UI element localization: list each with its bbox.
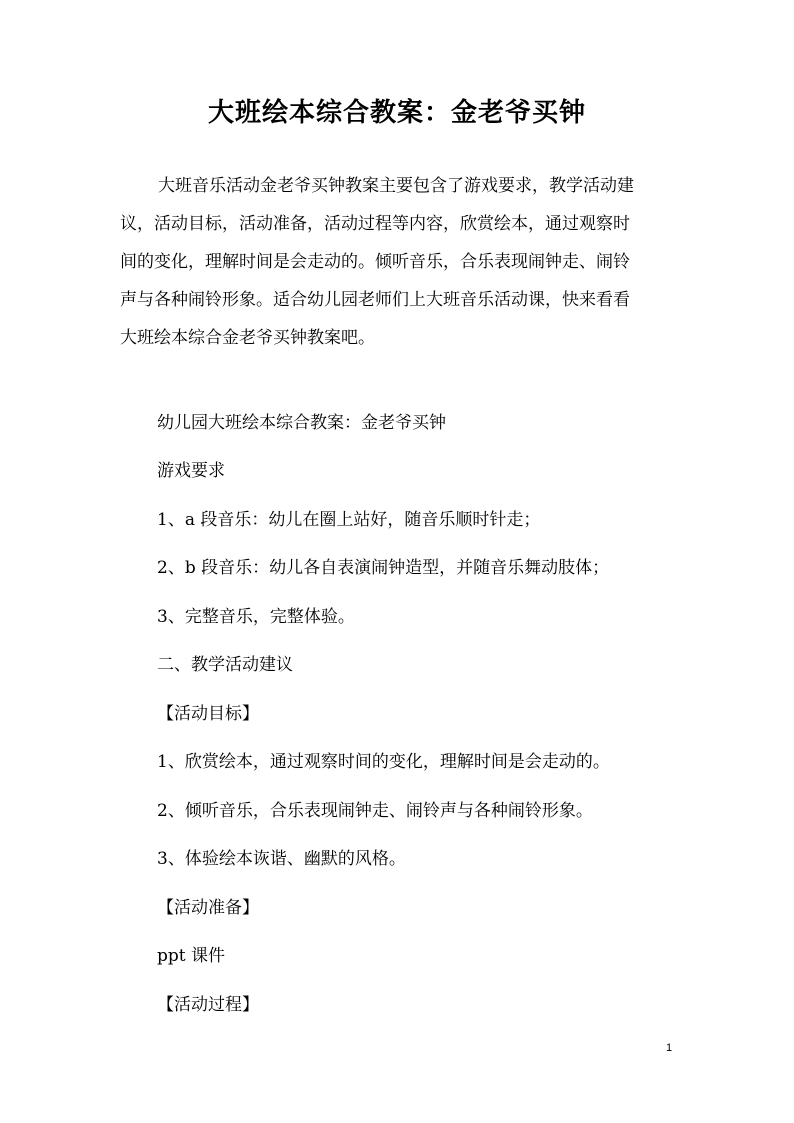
list-item: 2、倾听音乐，合乐表现闹钟走、闹铃声与各种闹铃形象。 bbox=[157, 801, 593, 821]
section-heading-game-rules: 游戏要求 bbox=[157, 461, 225, 481]
section-heading-activity-goals: 【活动目标】 bbox=[157, 704, 259, 724]
section-heading-activity-preparation: 【活动准备】 bbox=[157, 898, 259, 918]
list-item: 2、b 段音乐：幼儿各自表演闹钟造型，并随音乐舞动肢体； bbox=[157, 558, 610, 578]
intro-paragraph bbox=[120, 167, 675, 357]
section-heading-activity-process: 【活动过程】 bbox=[157, 995, 259, 1015]
page-number: 1 bbox=[666, 1042, 673, 1054]
document-title: 大班绘本综合教案：金老爷买钟 bbox=[207, 98, 586, 128]
subtitle-line: 幼儿园大班绘本综合教案：金老爷买钟 bbox=[157, 413, 446, 433]
list-item: 3、完整音乐，完整体验。 bbox=[157, 607, 355, 627]
intro-line: 间的变化，理解时间是会走动的。倾听音乐，合乐表现闹钟走、闹铃 bbox=[120, 252, 630, 272]
list-item: 3、体验绘本诙谐、幽默的风格。 bbox=[157, 849, 406, 869]
list-item: 1、欣赏绘本，通过观察时间的变化，理解时间是会走动的。 bbox=[157, 752, 610, 772]
intro-line: 议，活动目标，活动准备，活动过程等内容，欣赏绘本，通过观察时 bbox=[120, 214, 630, 234]
intro-line: 大班音乐活动金老爷买钟教案主要包含了游戏要求，教学活动建 bbox=[158, 176, 634, 196]
section-heading-teaching-suggestions: 二、教学活动建议 bbox=[157, 655, 293, 675]
list-item: 1、a 段音乐：幼儿在圈上站好，随音乐顺时针走； bbox=[157, 510, 541, 530]
list-item: ppt 课件 bbox=[157, 946, 225, 966]
intro-line: 大班绘本综合金老爷买钟教案吧。 bbox=[120, 328, 375, 348]
intro-line: 声与各种闹铃形象。适合幼儿园老师们上大班音乐活动课，快来看看 bbox=[120, 290, 630, 310]
